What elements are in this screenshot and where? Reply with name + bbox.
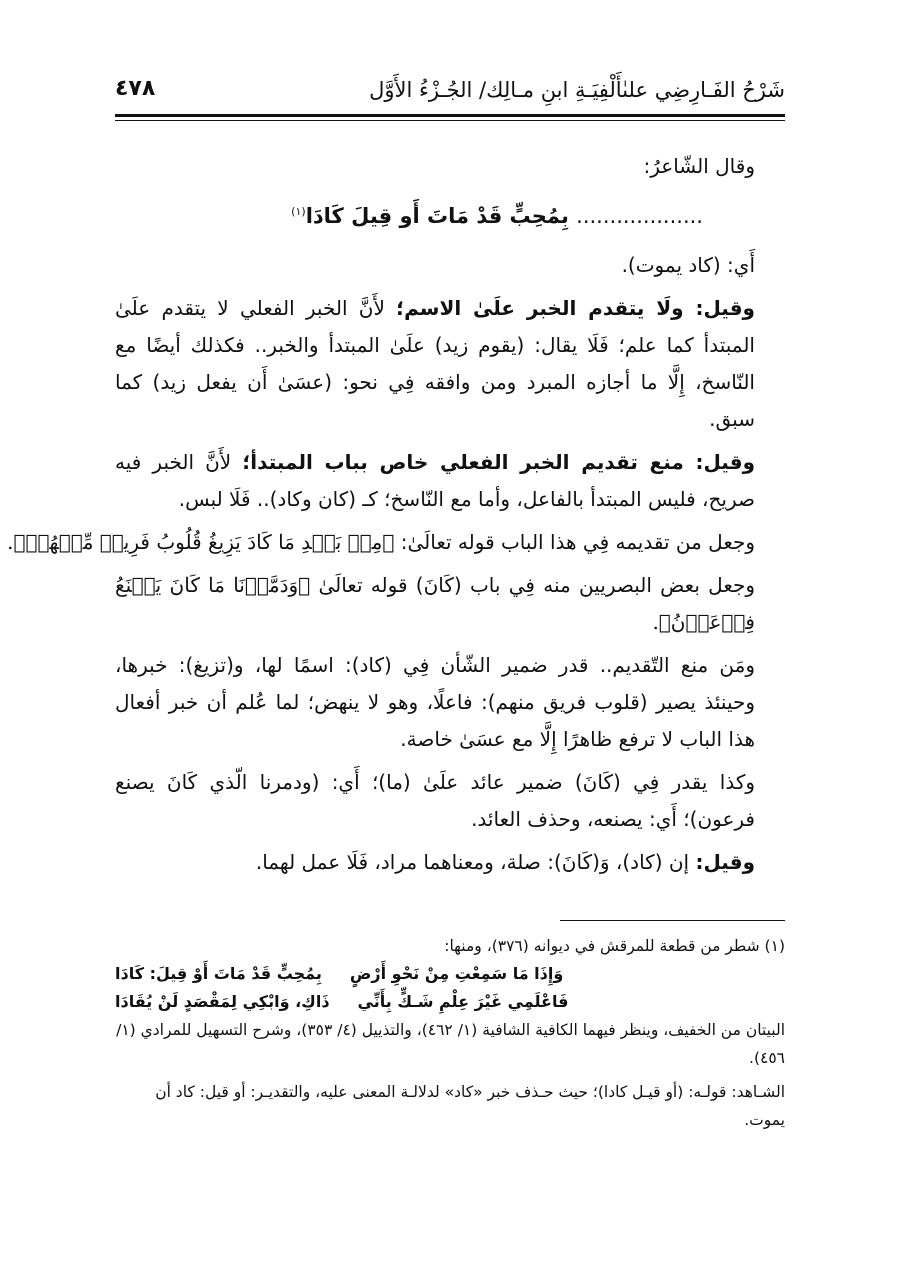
paragraph-5 (7, 524, 785, 561)
verse-text: بِمُحِبٍّ قَدْ مَاتَ أَو قِيلَ كَادَا (305, 204, 569, 228)
paragraph-7: ومَن منع التّقديم.. قدر ضمير الشّأن فِي (كاد): اسمًا لها، و(تزيغ): خبرها، وحينئذ يصير (قلوب فريق منهم): فاعلًا، وهو لا ينهض؛ لما عُلم أن خبر أفعال هذا الباب لا ترفع ظاهرًا إِلَّا مع عسَىٰ خاصة. (115, 653, 755, 751)
footnote-1-intro: (١) شطر من قطعة للمرقش في ديوانه (٣٧٦)، ومنها: (444, 937, 785, 955)
verse-quote (115, 193, 785, 235)
quran-verse-1: ﴿مِنۢ بَعۡدِ مَا كَادَ يَزِيغُ قُلُوبُ فَرِيقٖ مِّنۡهُمۡ﴾. (7, 530, 395, 554)
paragraph-9 (115, 844, 785, 881)
verse-1-second-hemistich: بِمُحِبٍّ قَدْ مَاتَ أَوْ قِيلَ: كَادَا (115, 964, 322, 983)
header-rule-thick (115, 114, 785, 117)
footnotes (115, 932, 785, 1134)
footnote-ref[interactable]: (١) (291, 205, 306, 218)
verse-1-first-hemistich: وَإِذَا مَا سَمِعْتِ مِنْ نَحْوِ أَرْضٍ (349, 964, 564, 983)
main-text (7, 148, 785, 887)
footnote-sources: البيتان من الخفيف، وينظر فيهما الكافية الشافية (١/ ٤٦٢)، والتذييل (٤/ ٣٥٣)، وشرح التسهيل للمرادي (١/ ٤٥٦). (116, 1021, 785, 1067)
verse-elision-dots: ................... (576, 204, 703, 228)
paragraph-3-lead: وقيل: ولَا يتقدم الخبر علَىٰ الاسم؛ (396, 296, 755, 320)
page (7, 62, 785, 1212)
header-rule-thin (115, 120, 785, 121)
paragraph-5-text: وجعل من تقديمه فِي هذا الباب قوله تعالَىٰ: (394, 530, 755, 554)
footnote-separator (560, 920, 785, 921)
footnote-shahid: الشـاهد: قولـه: (أو قيـل كادا)؛ حيث حـذف خبر «كاد» لدلالـة المعنى عليه، والتقديـر: أو قيل: كاد أن يموت. (155, 1083, 785, 1129)
paragraph-8: وكذا يقدر فِي (كَانَ) ضمير عائد علَىٰ (ما)؛ أَي: (ودمرنا الّذي كَانَ يصنع فرعون)؛ أَي: يصنعه، وحذف العائد. (115, 770, 755, 831)
paragraph-4-lead: وقيل: منع تقديم الخبر الفعلي خاص بباب المبتدأ؛ (242, 450, 755, 474)
header-title: شَرْحُ الفَـارِضِي علىٰأَلْفِيَـةِ ابنِ مـالِك/ الجُـزْءُ الأَوَّل (369, 78, 785, 102)
paragraph-9-lead: وقيل: (695, 850, 755, 874)
paragraph-3 (115, 290, 785, 438)
paragraph-1: وقال الشّاعرُ: (643, 154, 755, 178)
paragraph-4 (115, 444, 785, 518)
page-number: ٤٧٨ (115, 76, 156, 101)
footnote-verse-2 (115, 988, 785, 1016)
verse-2-first-hemistich: فَاعْلَمِي غَيْرَ عِلْمِ شَـكٍّ بِأَنِّي (357, 992, 569, 1011)
paragraph-4-text: لأَنَّ الخبر فيه صريح، فليس المبتدأ بالفاعل، وأما مع النّاسخ؛ كـ (كان وكاد).. فَلَا لبس. (115, 450, 755, 511)
paragraph-3-text: لأَنَّ الخبر الفعلي لا يتقدم علَىٰ المبتدأ كما علم؛ فَلَا يقال: (يقوم زيد) علَىٰ المبتدأ والخبر.. فكذلك أيضًا مع النّاسخ، إِلَّا ما أجازه المبرد ومن وافقه فِي نحو: (عسَىٰ أَن يفعل زيد) كما سبق. (115, 296, 755, 431)
paragraph-2: أَي: (كاد يموت). (621, 253, 755, 277)
paragraph-9-text: إن (كاد)، وَ(كَانَ): صلة، ومعناهما مراد، فَلَا عمل لهما. (255, 850, 696, 874)
quran-verse-2: ﴿وَدَمَّرۡنَا مَا كَانَ يَصۡنَعُ فِرۡعَوۡنُ﴾. (115, 573, 755, 634)
running-header (115, 62, 785, 114)
paragraph-6-text: وجعل بعض البصريين منه فِي باب (كَانَ) قوله تعالَىٰ (310, 573, 755, 597)
footnote-verse-1 (115, 960, 785, 988)
paragraph-6 (115, 567, 785, 641)
verse-2-second-hemistich: ذَاكِ، وَابْكِي لِمَقْصَدٍ لَنْ يُقَادَا (115, 992, 330, 1011)
